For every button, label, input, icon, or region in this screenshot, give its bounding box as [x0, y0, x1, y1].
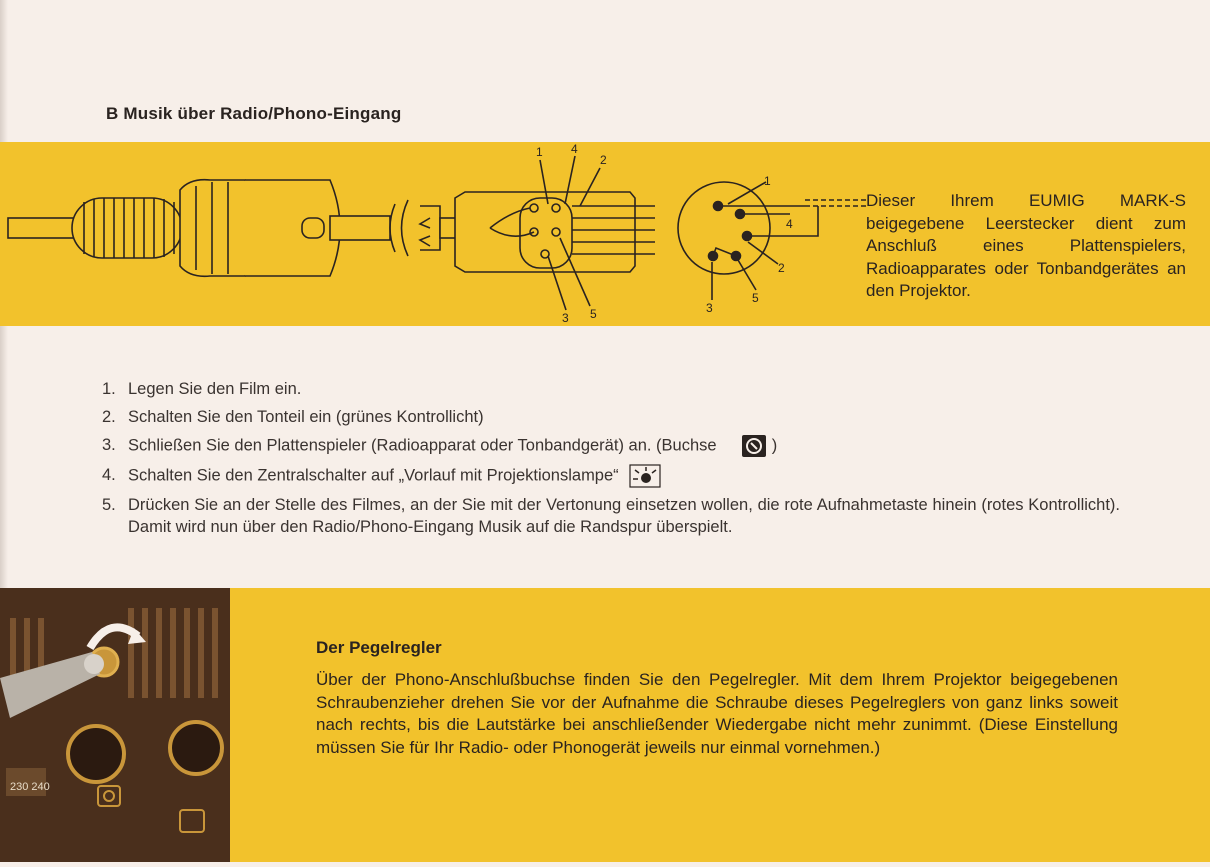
step-number: 1.	[102, 380, 116, 398]
step-text: Schalten Sie den Tonteil ein (grünes Kontrollicht)	[128, 408, 484, 426]
step-number: 5.	[102, 496, 116, 514]
list-item	[100, 406, 1120, 428]
step-number: 4.	[102, 466, 116, 484]
pegel-photo	[0, 588, 230, 862]
phono-socket-icon	[741, 434, 767, 458]
pegel-body: Über der Phono-Anschlußbuchse finden Sie den Pegelregler. Mit dem Ihrem Projektor beigegebenen Schraubenzieher drehen Sie vor der Aufnahme die Schraube dieses Pegelreglers von ganz links soweit nach rechts, bis die Lautstärke bei anschließender Wiedergabe nicht mehr zunimmt. (Diese Einstellung müssen Sie für Ihr Radio- oder Phonogerät jeweils nur einmal vornehmen.)	[316, 670, 1118, 757]
list-item	[100, 494, 1120, 538]
projection-lamp-icon	[629, 464, 661, 488]
step-text: Drücken Sie an der Stelle des Filmes, an der Sie mit der Vertonung einsetzen wollen, die rote Aufnahmetaste hinein (rotes Kontrollicht). Damit wird nun über den Radio/Phono-Eingang Musik auf die Randspur überspielt.	[128, 496, 1120, 536]
socket-pin-2-label: 2	[778, 261, 785, 275]
step-text: Legen Sie den Film ein.	[128, 380, 302, 398]
section-heading: B Musik über Radio/Phono-Eingang	[106, 104, 402, 123]
step-text: Schließen Sie den Plattenspieler (Radioapparat oder Tonbandgerät) an. (Buchse	[128, 436, 717, 455]
list-item	[100, 464, 1120, 488]
step-text: Schalten Sie den Zentralschalter auf „Vorlauf mit Projektionslampe“	[128, 466, 619, 485]
step-suffix: )	[771, 436, 778, 455]
diagram-callout: Dieser Ihrem EUMIG MARK-S beigegebene Leerstecker dient zum Anschluß eines Plattenspielers, Radioapparates oder Tonbandgerätes an den Projektor.	[866, 191, 1186, 300]
plug-pin-2-label: 2	[600, 153, 607, 167]
voltage-label: 230 240	[10, 781, 50, 793]
plug-pin-1-label: 1	[536, 145, 543, 159]
list-item	[100, 434, 1120, 458]
plug-pin-4-label: 4	[571, 142, 578, 156]
cable-spring	[72, 198, 182, 258]
socket-pin-5-label: 5	[752, 291, 759, 305]
socket-pin-1-label: 1	[764, 174, 771, 188]
step-number: 3.	[102, 436, 116, 454]
plug-pin-5-label: 5	[590, 307, 597, 321]
steps-list	[100, 378, 1120, 544]
projector-panel-illustration	[0, 588, 230, 862]
step-number: 2.	[102, 408, 116, 426]
socket-pin-3-label: 3	[706, 301, 713, 315]
pegel-title: Der Pegelregler	[316, 638, 442, 657]
plug-pin-3-label: 3	[562, 311, 569, 325]
list-item	[100, 378, 1120, 400]
socket-pin-4-label: 4	[786, 217, 793, 231]
